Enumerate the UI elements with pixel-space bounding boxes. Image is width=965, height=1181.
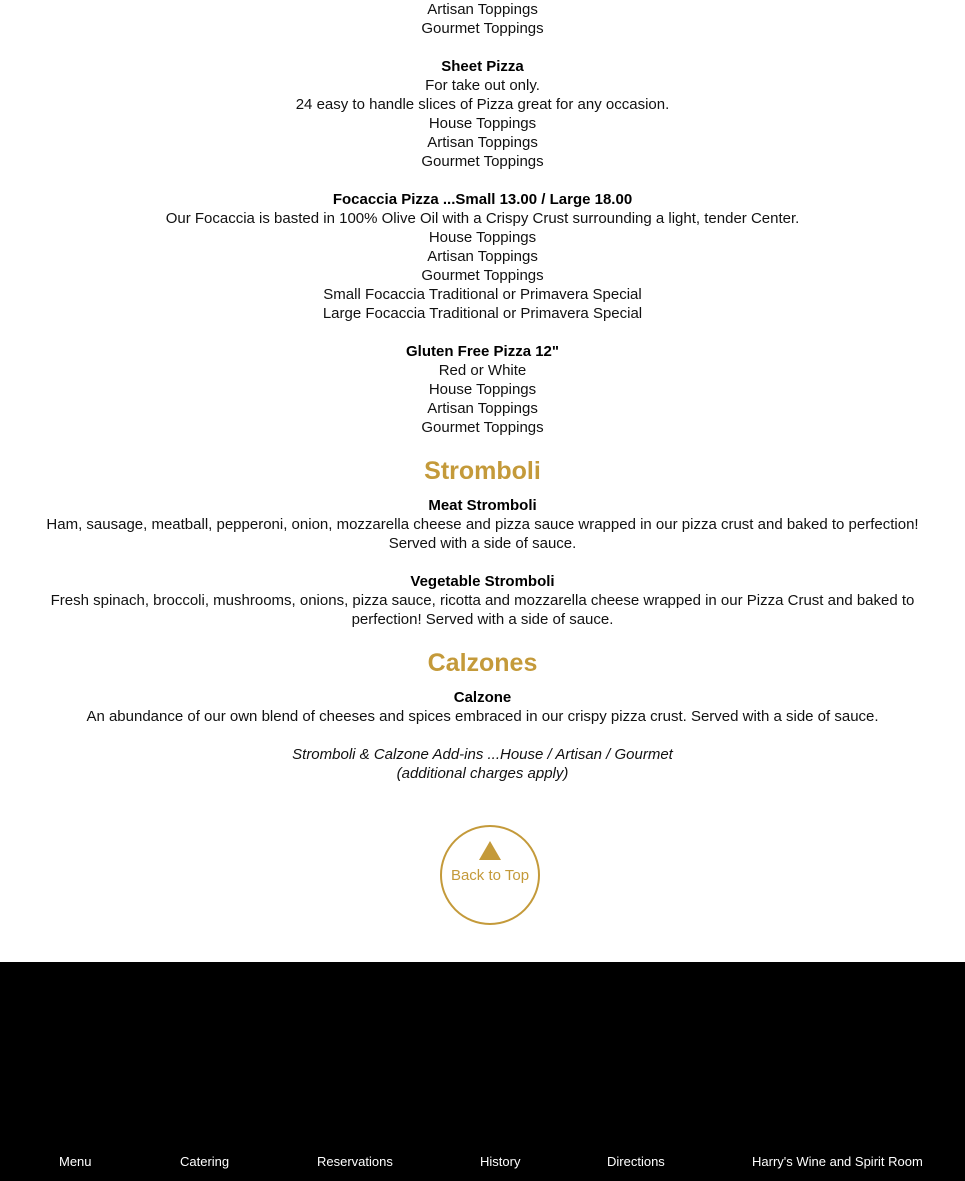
- stromboli-heading: Stromboli: [424, 457, 541, 485]
- meat-stromboli-item: [0, 496, 965, 553]
- menu-line: For take out only.: [425, 77, 540, 94]
- footer-link-history[interactable]: History: [480, 1154, 521, 1169]
- menu-line: Red or White: [438, 362, 527, 379]
- menu-line: House Toppings: [428, 115, 537, 132]
- footer-link-directions[interactable]: Directions: [607, 1154, 665, 1169]
- item-title: Vegetable Stromboli: [410, 573, 555, 590]
- menu-line: 24 easy to handle slices of Pizza great for any occasion.: [295, 96, 670, 113]
- calzones-heading: Calzones: [427, 649, 538, 677]
- menu-line: Our Focaccia is basted in 100% Olive Oil with a Crispy Crust surrounding a light, tender Center.: [165, 210, 800, 227]
- item-title: Meat Stromboli: [428, 497, 537, 514]
- addins-text: Stromboli & Calzone Add-ins ...House / Artisan / Gourmet: [292, 746, 673, 763]
- footer-nav: [0, 1154, 965, 1174]
- item-description: Fresh spinach, broccoli, mushrooms, onions, pizza sauce, ricotta and mozzarella cheese wrapped in our Pizza Crust and baked to perfection! Served with a side of sauce.: [50, 592, 915, 628]
- addins-charges-note: (additional charges apply): [396, 765, 569, 782]
- menu-line: House Toppings: [428, 381, 537, 398]
- menu-line: Artisan Toppings: [427, 248, 538, 265]
- item-description: Ham, sausage, meatball, pepperoni, onion, mozzarella cheese and pizza sauce wrapped in our pizza crust and baked to perfection! Served with a side of sauce.: [46, 516, 919, 552]
- menu-line: Artisan Toppings: [427, 1, 538, 18]
- footer-link-menu[interactable]: Menu: [59, 1154, 92, 1169]
- addins-note: [0, 745, 965, 783]
- menu-line: Artisan Toppings: [427, 134, 538, 151]
- vegetable-stromboli-item: [0, 572, 965, 629]
- item-title: Sheet Pizza: [441, 58, 524, 75]
- menu-line: Small Focaccia Traditional or Primavera Special: [323, 286, 642, 303]
- footer-link-reservations[interactable]: Reservations: [317, 1154, 393, 1169]
- menu-line: Gourmet Toppings: [421, 267, 544, 284]
- menu-line: Artisan Toppings: [427, 400, 538, 417]
- back-to-top-button[interactable]: [440, 825, 540, 925]
- menu-line: Large Focaccia Traditional or Primavera Special: [322, 305, 643, 322]
- menu-line: House Toppings: [428, 229, 537, 246]
- pizza-toppings-tail: [0, 0, 965, 38]
- item-title: Calzone: [453, 689, 512, 706]
- sheet-pizza-item: [0, 57, 965, 171]
- calzone-item: [0, 688, 965, 726]
- menu-line: Gourmet Toppings: [421, 419, 544, 436]
- focaccia-pizza-item: [0, 190, 965, 323]
- menu-line: Gourmet Toppings: [421, 20, 544, 37]
- footer: [0, 962, 965, 1181]
- item-title: Gluten Free Pizza 12": [406, 343, 559, 360]
- footer-link-wine-room[interactable]: Harry's Wine and Spirit Room: [752, 1154, 923, 1169]
- back-to-top-label: Back to Top: [450, 867, 530, 884]
- item-title: Focaccia Pizza ...Small 13.00 / Large 18.00: [332, 191, 633, 208]
- menu-line: Gourmet Toppings: [421, 153, 544, 170]
- footer-link-catering[interactable]: Catering: [180, 1154, 230, 1169]
- triangle-up-icon: [479, 841, 501, 860]
- item-description: An abundance of our own blend of cheeses and spices embraced in our crispy pizza crust. Served with a side of sauce.: [86, 708, 879, 725]
- gluten-free-pizza-item: [0, 342, 965, 437]
